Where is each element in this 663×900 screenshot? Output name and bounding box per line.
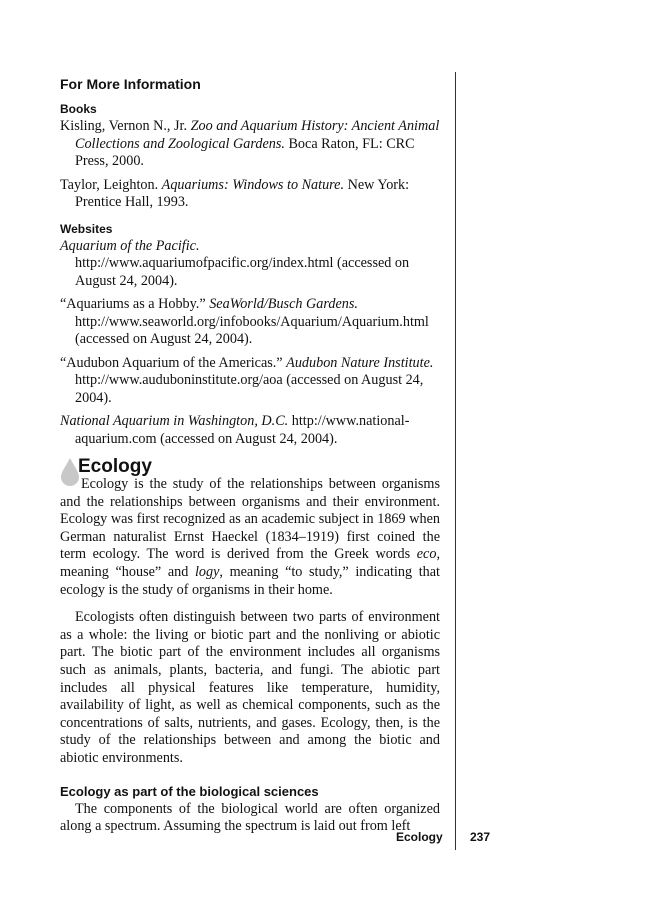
body-paragraph: The components of the biological world are often organized along a spectrum. Assuming the spectrum is laid out from left bbox=[60, 800, 440, 835]
books-heading: Books bbox=[60, 102, 97, 116]
website-reference: “Aquariums as a Hobby.” SeaWorld/Busch Gardens. http://www.seaworld.org/infobooks/Aquarium/Aquarium.html (accessed on August 24, 2004). bbox=[60, 296, 429, 347]
running-title: Ecology bbox=[396, 830, 443, 844]
website-reference: Aquarium of the Pacific. http://www.aquariumofpacific.org/index.html (accessed on August 24, 2004). bbox=[60, 237, 410, 289]
entry-header bbox=[60, 456, 440, 478]
page-number: 237 bbox=[470, 830, 491, 844]
water-drop-icon bbox=[60, 456, 80, 486]
website-reference: National Aquarium in Washington, D.C. http://www.national-aquarium.com (accessed on August 24, 2004). bbox=[60, 413, 410, 447]
body-paragraph: Ecologists often distinguish between two parts of environment as a whole: the living or biotic part and the nonliving or abiotic part. The biotic part of the environment includes all organisms such as animals, plants, bacteria, and fungi. The abiotic part includes all physical features like temperature, humidity, availability of light, as well as chemical components, such as the concentrations of salts, nutrients, and gases. Ecology, then, is the study of the relationships between and among the biotic and abiotic environments. bbox=[60, 609, 440, 766]
column-divider bbox=[455, 72, 456, 850]
website-reference: “Audubon Aquarium of the Americas.” Audubon Nature Institute. http://www.auduboninstitute.org/aoa (accessed on August 24, 2004). bbox=[60, 354, 434, 406]
section-heading: For More Information bbox=[60, 76, 201, 92]
websites-heading: Websites bbox=[60, 221, 113, 236]
book-reference: Taylor, Leighton. Aquariums: Windows to Nature. New York: Prentice Hall, 1993. bbox=[60, 176, 410, 210]
body-paragraph: Ecology is the study of the relationships between organisms and the relationships between organisms and their environment. Ecology was first recognized as an academic subject in 1869 when German naturalist Ernst Haeckel (1834–1919) first coined the term ecology. The word is derived from the Greek words eco, meaning “house” and logy, meaning “to study,” indicating that ecology is the study of organisms in their home. bbox=[60, 476, 440, 598]
book-reference: Kisling, Vernon N., Jr. Zoo and Aquarium History: Ancient Animal Collections and Zoological Gardens. Boca Raton, FL: CRC Press, 2000. bbox=[60, 118, 440, 169]
subsection-heading: Ecology as part of the biological sciences bbox=[60, 783, 319, 799]
entry-title: Ecology bbox=[78, 456, 152, 477]
further-info-section bbox=[60, 76, 440, 454]
ecology-entry bbox=[60, 456, 440, 846]
